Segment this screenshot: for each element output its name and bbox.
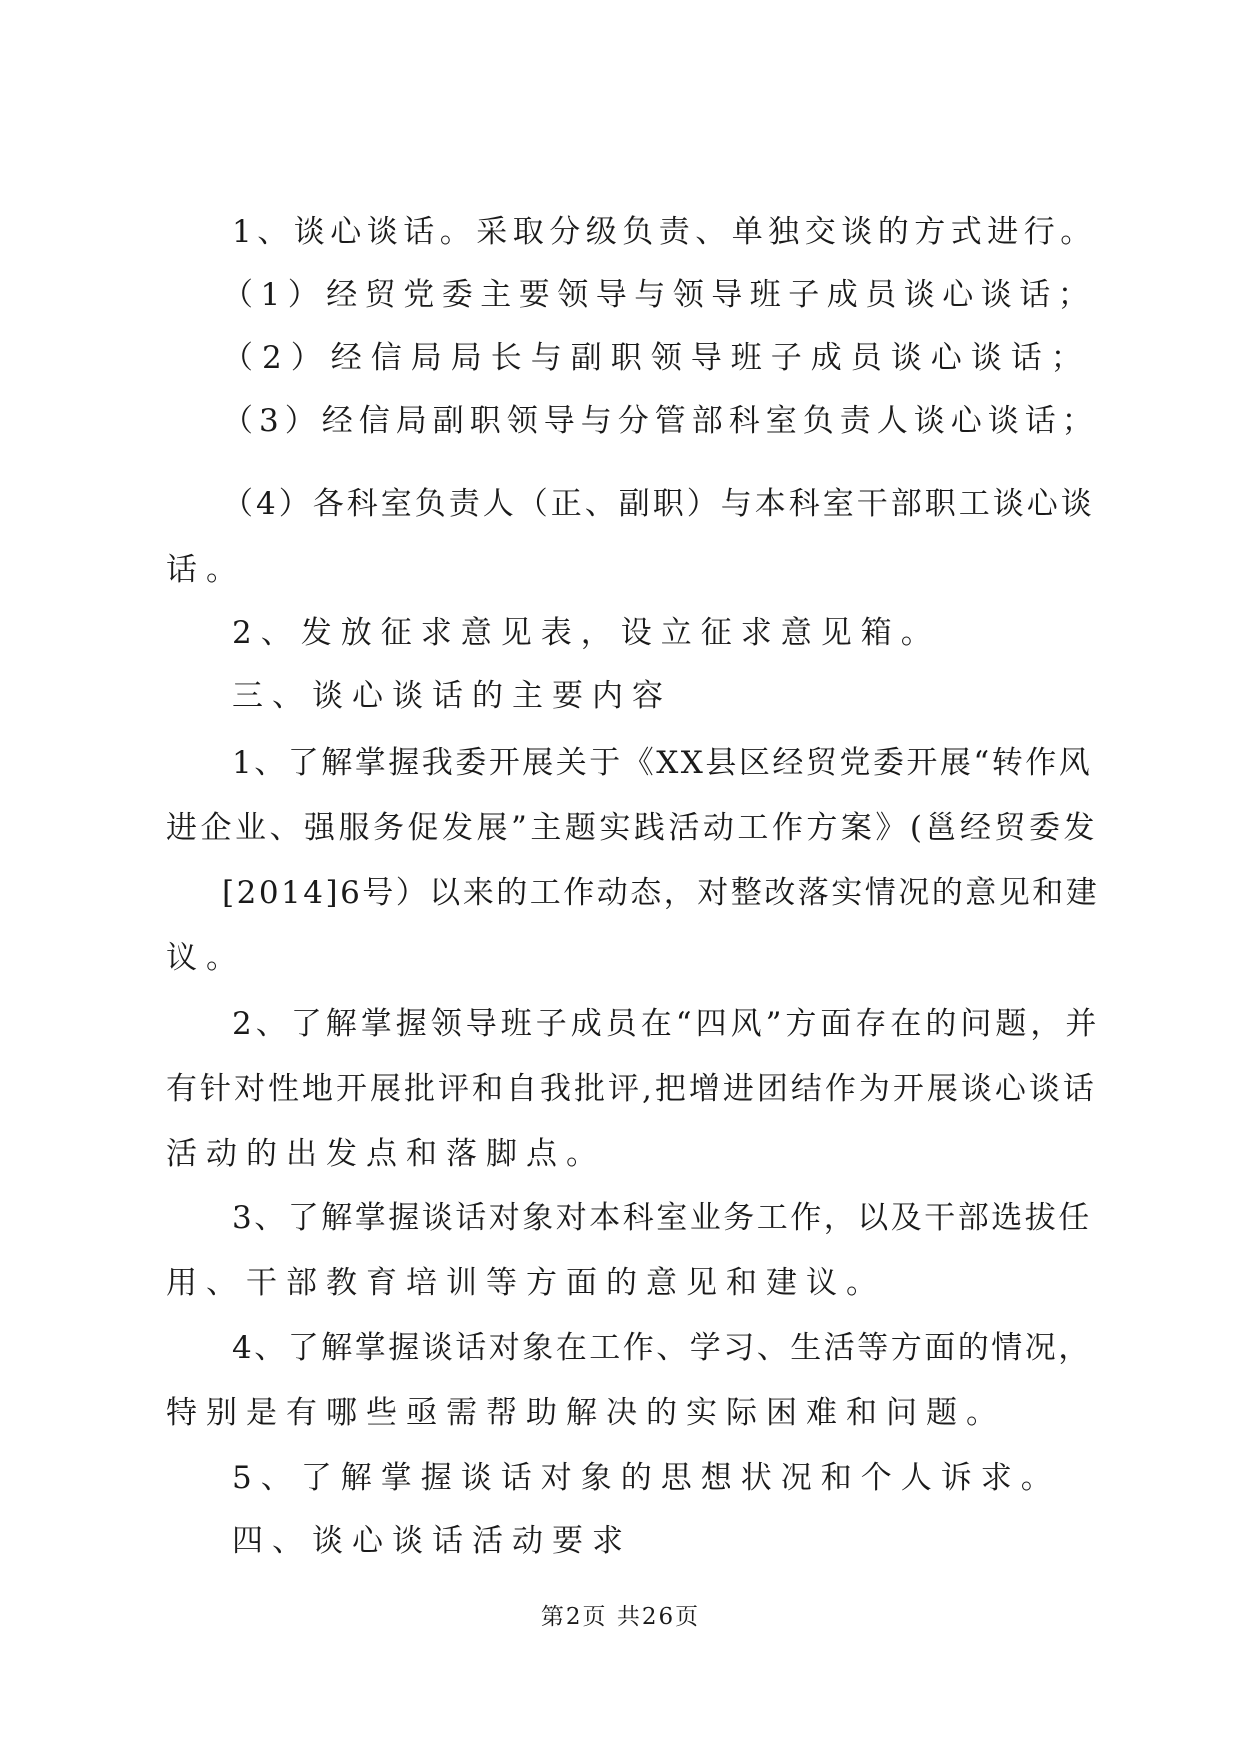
paragraph-line: 4、了解掌握谈话对象在工作、学习、生活等方面的情况，: [232, 1330, 1092, 1366]
paragraph-line: 用、干部教育培训等方面的意见和建议。: [166, 1265, 886, 1301]
paragraph-line: 3、了解掌握谈话对象对本科室业务工作，以及干部选拔任: [232, 1200, 1092, 1236]
paragraph-line: （1）经贸党委主要领导与领导班子成员谈心谈话；: [222, 277, 1097, 313]
paragraph-line: （2）经信局局长与副职领导班子成员谈心谈话；: [222, 340, 1091, 376]
paragraph-line: （3）经信局副职领导与分管部科室负责人谈心谈话；: [222, 403, 1099, 439]
paragraph-line: 话。: [166, 552, 246, 588]
paragraph-line: （4）各科室负责人（正、副职）与本科室干部职工谈心谈: [222, 486, 1095, 522]
paragraph-line: 1、谈心谈话。采取分级负责、单独交谈的方式进行。: [232, 214, 1097, 250]
paragraph-line: 5、了解掌握谈话对象的思想状况和个人诉求。: [232, 1460, 1061, 1496]
paragraph-line: 特别是有哪些亟需帮助解决的实际困难和问题。: [166, 1395, 1006, 1431]
page-footer: 第2页 共26页: [540, 1604, 701, 1630]
paragraph-line: 议。: [166, 940, 246, 976]
section-heading: 三、谈心谈话的主要内容: [232, 678, 672, 714]
paragraph-line: 进企业、强服务促发展”主题实践活动工作方案》(邕经贸委发: [166, 810, 1098, 846]
paragraph-line: 1、了解掌握我委开展关于《XX县区经贸党委开展“转作风: [232, 745, 1093, 781]
paragraph-line: 有针对性地开展批评和自我批评,把增进团结作为开展谈心谈话: [166, 1071, 1097, 1107]
paragraph-line: 2、了解掌握领导班子成员在“四风”方面存在的问题，并: [232, 1006, 1101, 1042]
paragraph-line: 活动的出发点和落脚点。: [166, 1136, 606, 1172]
section-heading: 四、谈心谈话活动要求: [232, 1523, 632, 1559]
paragraph-line: [2014]6号）以来的工作动态，对整改落实情况的意见和建: [222, 875, 1100, 911]
paragraph-line: 2、发放征求意见表，设立征求意见箱。: [232, 615, 941, 651]
